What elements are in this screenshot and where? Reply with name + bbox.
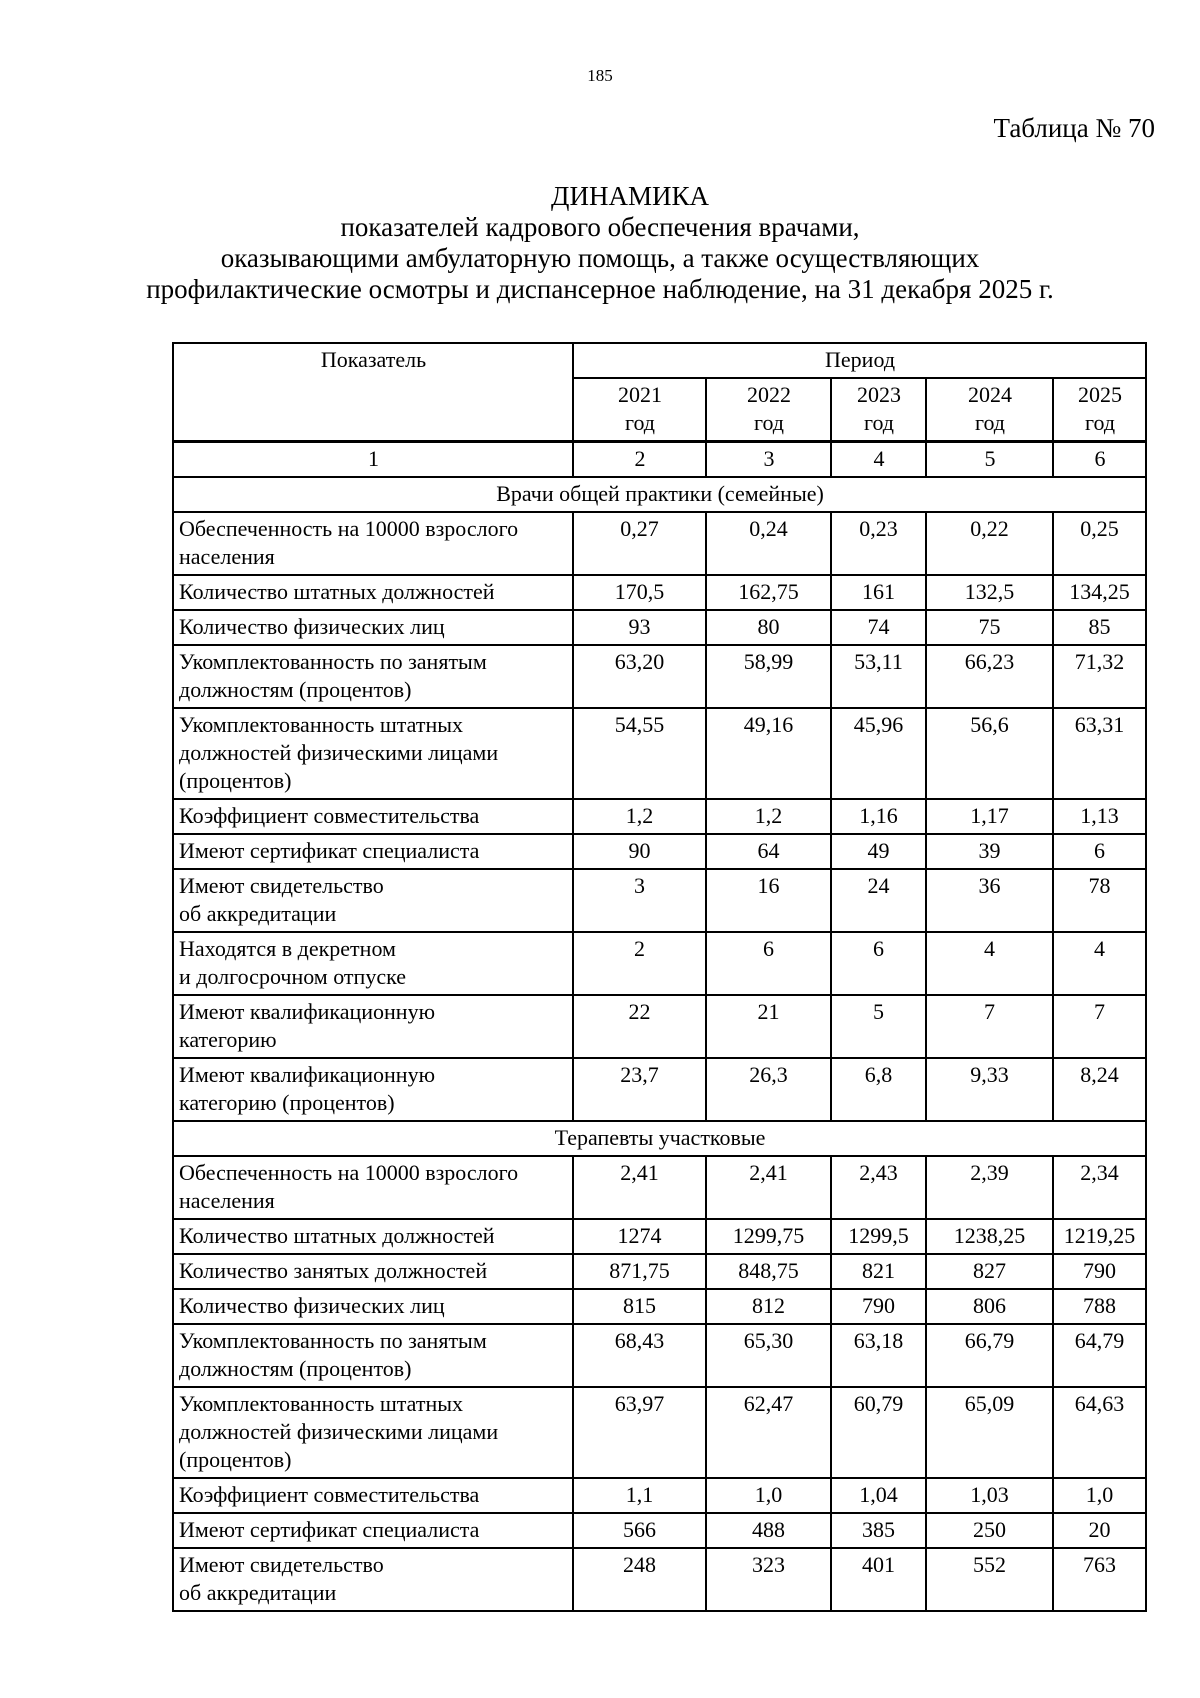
value-cell: 1,0 [1053, 1478, 1146, 1513]
row-label-line: Количество физических лиц [179, 614, 445, 639]
row-label-line: Находятся в декретном [179, 936, 396, 961]
table-row [173, 1324, 1146, 1387]
row-label-line: Коэффициент совместительства [179, 1482, 480, 1507]
row-label-line: населения [179, 544, 275, 569]
value-cell: 1,1 [573, 1478, 706, 1513]
value-cell: 134,25 [1053, 575, 1146, 610]
value-cell: 790 [831, 1289, 926, 1324]
value-cell: 827 [926, 1254, 1053, 1289]
table-row [173, 869, 1146, 932]
value-cell: 74 [831, 610, 926, 645]
table-row [173, 575, 1146, 610]
value-cell: 64,79 [1053, 1324, 1146, 1387]
value-cell: 812 [706, 1289, 831, 1324]
value-cell: 4 [926, 932, 1053, 995]
row-label-line: об аккредитации [179, 901, 337, 926]
value-cell: 2,34 [1053, 1156, 1146, 1219]
row-label-line: Имеют квалификационную [179, 1062, 436, 1087]
value-cell: 1274 [573, 1219, 706, 1254]
value-cell: 5 [831, 995, 926, 1058]
row-label-line: категорию [179, 1027, 277, 1052]
document-title [0, 181, 1200, 305]
column-number: 5 [926, 442, 1053, 478]
value-cell: 806 [926, 1289, 1053, 1324]
value-cell: 1,04 [831, 1478, 926, 1513]
value-cell: 63,31 [1053, 708, 1146, 799]
value-cell: 0,27 [573, 512, 706, 575]
row-label [173, 708, 573, 799]
row-label-line: Укомплектованность штатных [179, 712, 464, 737]
value-cell: 8,24 [1053, 1058, 1146, 1121]
value-cell: 1299,75 [706, 1219, 831, 1254]
row-label [173, 512, 573, 575]
header-year: 2023 год [831, 378, 926, 442]
table-row [173, 1289, 1146, 1324]
value-cell: 64 [706, 834, 831, 869]
row-label [173, 575, 573, 610]
row-label [173, 869, 573, 932]
row-label-line: Количество занятых должностей [179, 1258, 488, 1283]
header-period: Период [573, 343, 1146, 378]
value-cell: 2,43 [831, 1156, 926, 1219]
value-cell: 53,11 [831, 645, 926, 708]
header-year: 2024 год [926, 378, 1053, 442]
table-row [173, 1513, 1146, 1548]
value-cell: 60,79 [831, 1387, 926, 1478]
table-row [173, 1387, 1146, 1478]
value-cell: 552 [926, 1548, 1053, 1611]
table-label: Таблица № 70 [993, 113, 1155, 143]
title-line-3: профилактические осмотры и диспансерное наблюдение, на 31 декабря 2025 г. [146, 274, 1054, 304]
value-cell: 7 [926, 995, 1053, 1058]
value-cell: 24 [831, 869, 926, 932]
row-label-line: Количество штатных должностей [179, 1223, 495, 1248]
row-label [173, 1548, 573, 1611]
value-cell: 23,7 [573, 1058, 706, 1121]
value-cell: 821 [831, 1254, 926, 1289]
value-cell: 63,20 [573, 645, 706, 708]
table-row [173, 1219, 1146, 1254]
row-label [173, 799, 573, 834]
staffing-table [172, 342, 1147, 1612]
row-label-line: должностей физическими лицами [179, 740, 499, 765]
value-cell: 1299,5 [831, 1219, 926, 1254]
row-label-line: населения [179, 1188, 275, 1213]
column-number: 4 [831, 442, 926, 478]
value-cell: 75 [926, 610, 1053, 645]
value-cell: 71,32 [1053, 645, 1146, 708]
value-cell: 2,39 [926, 1156, 1053, 1219]
value-cell: 20 [1053, 1513, 1146, 1548]
table-row [173, 1254, 1146, 1289]
row-label [173, 1254, 573, 1289]
table-row [173, 834, 1146, 869]
column-number: 3 [706, 442, 831, 478]
value-cell: 161 [831, 575, 926, 610]
row-label [173, 1324, 573, 1387]
value-cell: 1,13 [1053, 799, 1146, 834]
value-cell: 385 [831, 1513, 926, 1548]
value-cell: 62,47 [706, 1387, 831, 1478]
value-cell: 170,5 [573, 575, 706, 610]
row-label-line: Укомплектованность штатных [179, 1391, 464, 1416]
value-cell: 21 [706, 995, 831, 1058]
value-cell: 45,96 [831, 708, 926, 799]
page-number: 185 [587, 66, 613, 85]
header-year: 2025 год [1053, 378, 1146, 442]
row-label [173, 1513, 573, 1548]
value-cell: 85 [1053, 610, 1146, 645]
value-cell: 54,55 [573, 708, 706, 799]
row-label-line: должностям (процентов) [179, 677, 412, 702]
value-cell: 1,2 [573, 799, 706, 834]
value-cell: 49,16 [706, 708, 831, 799]
row-label [173, 645, 573, 708]
value-cell: 248 [573, 1548, 706, 1611]
table-row [173, 1478, 1146, 1513]
table-row [173, 1156, 1146, 1219]
value-cell: 6 [1053, 834, 1146, 869]
value-cell: 0,23 [831, 512, 926, 575]
column-number: 1 [173, 442, 573, 478]
column-numbers-row [173, 442, 1146, 478]
value-cell: 6 [831, 932, 926, 995]
row-label-line: должностей физическими лицами [179, 1419, 499, 1444]
value-cell: 566 [573, 1513, 706, 1548]
value-cell: 323 [706, 1548, 831, 1611]
value-cell: 790 [1053, 1254, 1146, 1289]
table-row [173, 645, 1146, 708]
value-cell: 65,09 [926, 1387, 1053, 1478]
value-cell: 1219,25 [1053, 1219, 1146, 1254]
value-cell: 66,23 [926, 645, 1053, 708]
value-cell: 0,24 [706, 512, 831, 575]
title-heading: ДИНАМИКА [551, 181, 709, 211]
value-cell: 0,22 [926, 512, 1053, 575]
row-label-line: Количество штатных должностей [179, 579, 495, 604]
row-label-line: Имеют сертификат специалиста [179, 838, 480, 863]
value-cell: 1,17 [926, 799, 1053, 834]
header-year: 2022 год [706, 378, 831, 442]
value-cell: 848,75 [706, 1254, 831, 1289]
table-body [173, 442, 1146, 1612]
value-cell: 4 [1053, 932, 1146, 995]
row-label-line: Количество физических лиц [179, 1293, 445, 1318]
row-label-line: и долгосрочном отпуске [179, 964, 406, 989]
value-cell: 22 [573, 995, 706, 1058]
row-label-line: Коэффициент совместительства [179, 803, 480, 828]
value-cell: 26,3 [706, 1058, 831, 1121]
row-label-line: Имеют свидетельство [179, 873, 384, 898]
value-cell: 162,75 [706, 575, 831, 610]
row-label [173, 1387, 573, 1478]
row-label-line: должностям (процентов) [179, 1356, 412, 1381]
header-year: 2021 год [573, 378, 706, 442]
value-cell: 0,25 [1053, 512, 1146, 575]
value-cell: 7 [1053, 995, 1146, 1058]
section-row [173, 477, 1146, 512]
section-title: Терапевты участковые [173, 1121, 1146, 1156]
value-cell: 6 [706, 932, 831, 995]
value-cell: 3 [573, 869, 706, 932]
value-cell: 39 [926, 834, 1053, 869]
row-label-line: Укомплектованность по занятым [179, 1328, 487, 1353]
table-row [173, 932, 1146, 995]
row-label [173, 995, 573, 1058]
value-cell: 68,43 [573, 1324, 706, 1387]
table-row [173, 799, 1146, 834]
value-cell: 788 [1053, 1289, 1146, 1324]
row-label-line: категорию (процентов) [179, 1090, 395, 1115]
value-cell: 1,16 [831, 799, 926, 834]
table-row [173, 708, 1146, 799]
value-cell: 36 [926, 869, 1053, 932]
value-cell: 58,99 [706, 645, 831, 708]
value-cell: 80 [706, 610, 831, 645]
row-label [173, 1478, 573, 1513]
value-cell: 6,8 [831, 1058, 926, 1121]
value-cell: 93 [573, 610, 706, 645]
value-cell: 64,63 [1053, 1387, 1146, 1478]
table-row [173, 610, 1146, 645]
value-cell: 56,6 [926, 708, 1053, 799]
row-label [173, 1156, 573, 1219]
value-cell: 1,0 [706, 1478, 831, 1513]
table-row [173, 1548, 1146, 1611]
value-cell: 1,03 [926, 1478, 1053, 1513]
table-row [173, 995, 1146, 1058]
section-title: Врачи общей практики (семейные) [173, 477, 1146, 512]
value-cell: 2,41 [706, 1156, 831, 1219]
value-cell: 871,75 [573, 1254, 706, 1289]
row-label [173, 1058, 573, 1121]
row-label-line: Обеспеченность на 10000 взрослого [179, 516, 519, 541]
value-cell: 2 [573, 932, 706, 995]
row-label-line: (процентов) [179, 1447, 292, 1472]
value-cell: 78 [1053, 869, 1146, 932]
table-row [173, 1058, 1146, 1121]
row-label [173, 610, 573, 645]
value-cell: 1238,25 [926, 1219, 1053, 1254]
value-cell: 250 [926, 1513, 1053, 1548]
column-number: 2 [573, 442, 706, 478]
value-cell: 65,30 [706, 1324, 831, 1387]
row-label-line: Имеют сертификат специалиста [179, 1517, 480, 1542]
value-cell: 90 [573, 834, 706, 869]
value-cell: 1,2 [706, 799, 831, 834]
value-cell: 488 [706, 1513, 831, 1548]
row-label [173, 834, 573, 869]
title-line-2: оказывающими амбулаторную помощь, а также осуществляющих [220, 243, 980, 273]
value-cell: 2,41 [573, 1156, 706, 1219]
value-cell: 132,5 [926, 575, 1053, 610]
row-label-line: (процентов) [179, 768, 292, 793]
value-cell: 9,33 [926, 1058, 1053, 1121]
value-cell: 63,18 [831, 1324, 926, 1387]
table-row [173, 512, 1146, 575]
value-cell: 63,97 [573, 1387, 706, 1478]
value-cell: 66,79 [926, 1324, 1053, 1387]
header-indicator: Показатель [173, 343, 573, 442]
row-label [173, 1289, 573, 1324]
row-label [173, 1219, 573, 1254]
value-cell: 49 [831, 834, 926, 869]
row-label [173, 932, 573, 995]
row-label-line: Имеют свидетельство [179, 1552, 384, 1577]
row-label-line: Обеспеченность на 10000 взрослого [179, 1160, 519, 1185]
row-label-line: Имеют квалификационную [179, 999, 436, 1024]
section-row [173, 1121, 1146, 1156]
value-cell: 815 [573, 1289, 706, 1324]
value-cell: 763 [1053, 1548, 1146, 1611]
value-cell: 401 [831, 1548, 926, 1611]
row-label-line: Укомплектованность по занятым [179, 649, 487, 674]
title-line-1: показателей кадрового обеспечения врачами, [340, 212, 860, 242]
row-label-line: об аккредитации [179, 1580, 337, 1605]
column-number: 6 [1053, 442, 1146, 478]
value-cell: 16 [706, 869, 831, 932]
